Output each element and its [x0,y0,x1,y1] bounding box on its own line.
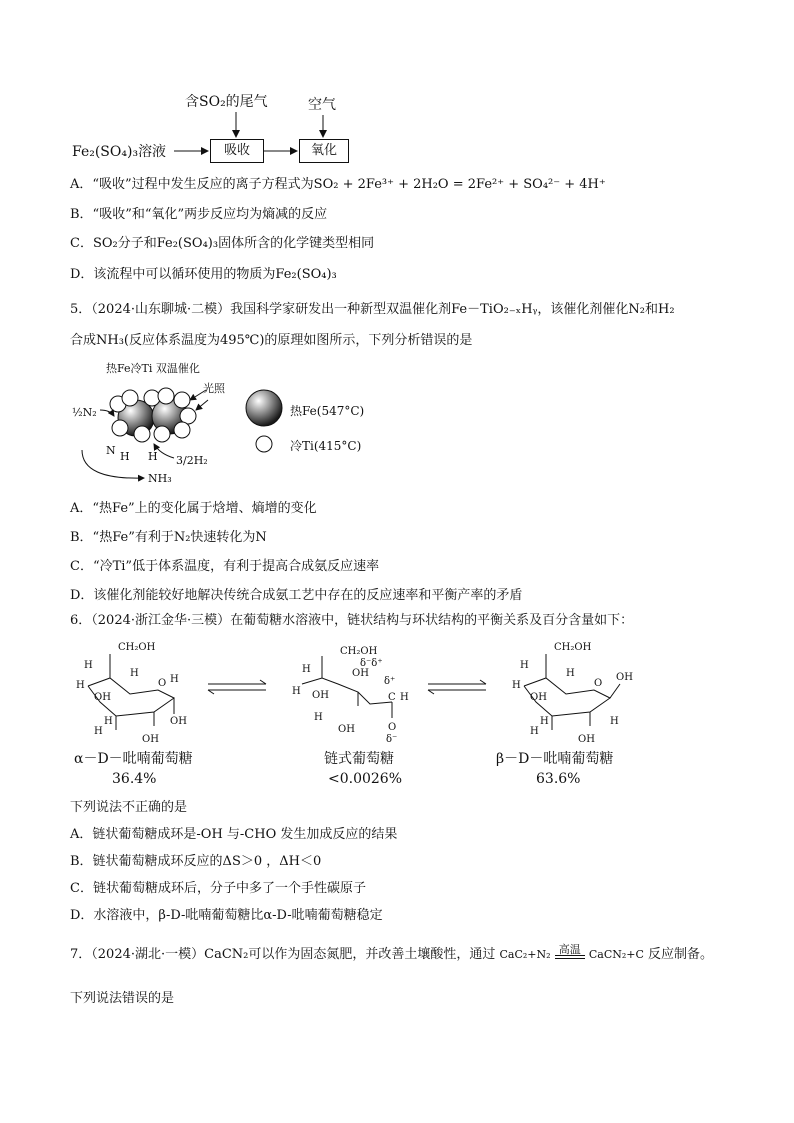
svg-text:H: H [104,716,113,727]
svg-text:H: H [530,726,539,737]
flow-box-oxidize: 氧化 [299,139,349,163]
svg-text:H: H [512,680,521,691]
q7-equation-right: CaCN₂+C [588,948,644,961]
q7-equation-left: CaC₂+N₂ [499,948,551,961]
svg-text:CH₂OH: CH₂OH [554,642,592,653]
flow-tail-gas-label: 含SO₂的尾气 [185,94,268,110]
svg-text:H: H [302,664,311,675]
svg-text:H: H [566,668,575,679]
q5-fig-h2-label: 3/2H₂ [176,454,208,467]
q5-catalyst-drawing [70,358,390,490]
alpha-glucose-ring [76,642,187,745]
svg-text:OH: OH [578,734,595,745]
q6-option-a: A．链状葡萄糖成环是-OH 与-CHO 发生加成反应的结果 [70,827,398,842]
svg-text:OH: OH [170,716,187,727]
q7-question: 下列说法错误的是 [70,991,175,1006]
q6-question: 下列说法不正确的是 [70,800,188,815]
svg-text:OH: OH [94,692,111,703]
chain-glucose-percent: <0.0026% [328,771,403,787]
q5-fig-n2-label: ½N₂ [72,406,97,419]
q6-option-d: D．水溶液中，β-D-吡喃葡萄糖比α-D-吡喃葡萄糖稳定 [70,908,383,923]
q4-option-c: C．SO₂分子和Fe₂(SO₄)₃固体所含的化学键类型相同 [70,236,375,251]
q7-stem [70,943,714,964]
svg-text:OH: OH [142,734,159,745]
q7-stem-tail: 反应制备。 [648,947,714,962]
q6-stem: 6．（2024·浙江金华·三模）在葡萄糖水溶液中，链状结构与环状结构的平衡关系及百分含量如下： [70,613,634,628]
q6-option-b: B．链状葡萄糖成环反应的ΔS＞0 ，ΔH＜0 [70,854,322,869]
chain-glucose-name: 链式葡萄糖 [324,751,394,767]
q6-option-c: C．链状葡萄糖成环后，分子中多了一个手性碳原子 [70,881,366,896]
svg-text:O: O [158,678,167,689]
beta-glucose-ring [512,642,633,745]
q5-catalyst-figure [70,358,390,490]
flow-diagram [70,90,370,170]
flow-box-absorb: 吸收 [210,139,264,163]
svg-text:OH: OH [312,690,329,701]
q5-legend-cold: 冷Ti(415°C) [290,439,362,453]
svg-text:O: O [594,678,603,689]
flow-air-label: 空气 [308,97,336,113]
q5-option-a: A．“热Fe”上的变化属于焓增、熵增的变化 [70,501,317,516]
alpha-glucose-name: α－D－吡喃葡萄糖 [74,751,193,767]
chain-glucose [292,646,409,745]
q5-fig-h-label: H [148,450,158,463]
q5-option-c: C．“冷Ti”低于体系温度，有利于提高合成氨反应速率 [70,559,380,574]
q5-fig-n-label: N [106,444,116,457]
svg-text:O: O [388,722,397,733]
svg-text:CH₂OH: CH₂OH [118,642,156,653]
q5-fig-h-label: H [120,450,130,463]
flow-arrows [70,90,370,170]
q6-glucose-structures [70,636,670,746]
svg-text:H: H [540,716,549,727]
q7-equation-condition: 高温 [558,943,581,956]
svg-text:H: H [292,686,301,697]
svg-text:H: H [76,680,85,691]
q7-stem-text: 7．（2024·湖北·一模）CaCN₂可以作为固态氮肥，并改善土壤酸性，通过 [70,947,496,962]
svg-text:δ⁺: δ⁺ [384,676,396,687]
svg-text:OH: OH [530,692,547,703]
svg-text:δ⁻δ⁺: δ⁻δ⁺ [360,658,383,669]
q5-stem-line2: 合成NH₃(反应体系温度为495℃)的原理如图所示，下列分析错误的是 [70,333,473,348]
svg-text:δ⁻: δ⁻ [386,734,398,745]
beta-glucose-percent: 63.6% [536,771,581,787]
svg-text:OH: OH [352,668,369,679]
q5-stem-line1: 5．（2024·山东聊城·二模）我国科学家研发出一种新型双温催化剂Fe－TiO₂₋ₓHᵧ，该催化剂催化N₂和H₂ [70,302,675,317]
q5-option-d: D．该催化剂能较好地解决传统合成氨工艺中存在的反应速率和平衡产率的矛盾 [70,588,523,603]
q7-equation-arrow [555,943,585,964]
svg-text:OH: OH [616,672,633,683]
q5-fig-nh3-label: NH₃ [148,472,172,485]
q6-glucose-figure [70,636,670,796]
beta-glucose-name: β－D－吡喃葡萄糖 [496,751,614,767]
q5-fig-light-label: 光照 [203,382,225,395]
svg-text:OH: OH [338,724,355,735]
q4-option-b: B．“吸收”和“氧化”两步反应均为熵减的反应 [70,207,328,222]
svg-text:H: H [84,660,93,671]
svg-text:H: H [314,712,323,723]
q5-legend-hot: 热Fe(547°C) [290,404,365,418]
svg-text:H: H [94,726,103,737]
svg-text:CH₂OH: CH₂OH [340,646,378,657]
svg-text:C: C [388,692,396,703]
svg-text:H: H [520,660,529,671]
q5-fig-title: 热Fe冷Ti 双温催化 [106,362,200,375]
svg-text:H: H [170,674,179,685]
q4-option-a: A．“吸收”过程中发生反应的离子方程式为SO₂ + 2Fe³⁺ + 2H₂O = 2Fe²⁺ + SO₄²⁻ + 4H⁺ [70,177,606,192]
flow-feed-label: Fe₂(SO₄)₃溶液 [72,144,167,160]
q5-option-b: B．“热Fe”有利于N₂快速转化为N [70,530,267,545]
alpha-glucose-percent: 36.4% [112,771,157,787]
svg-text:H: H [610,716,619,727]
svg-text:H: H [130,668,139,679]
svg-text:H: H [400,692,409,703]
q4-option-d: D．该流程中可以循环使用的物质为Fe₂(SO₄)₃ [70,267,337,282]
